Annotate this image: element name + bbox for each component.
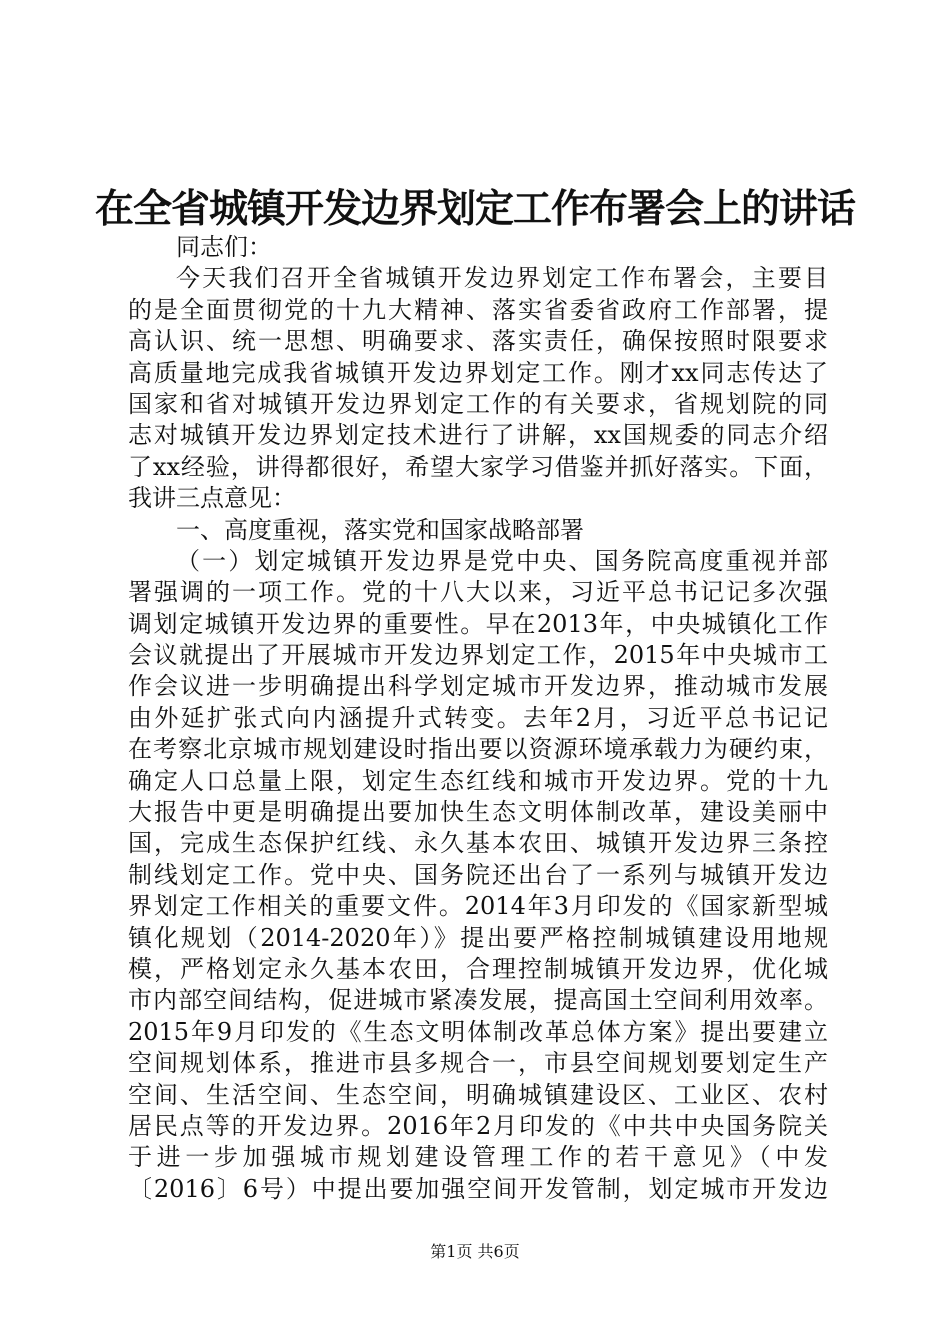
paragraph-line: 志对城镇开发边界划定技术进行了讲解，xx国规委的同志介绍 (128, 421, 828, 450)
paragraph-line: 制线划定工作。党中央、国务院还出台了一系列与城镇开发边 (128, 860, 828, 889)
paragraph-line: 调划定城镇开发边界的重要性。早在2013年，中央城镇化工作 (128, 609, 828, 638)
paragraph-line: 确定人口总量上限，划定生态红线和城市开发边界。党的十九 (128, 766, 828, 795)
page-footer: 第1页 共6页 (430, 1242, 520, 1261)
paragraph-line: 了xx经验，讲得都很好，希望大家学习借鉴并抓好落实。下面， (128, 452, 828, 481)
paragraph-line: 我讲三点意见： (128, 484, 296, 513)
paragraph-line: 空间规划体系，推进市县多规合一，市县空间规划要划定生产 (128, 1049, 828, 1078)
paragraph-line: 高认识、统一思想、明确要求、落实责任，确保按照时限要求 (128, 327, 828, 356)
document-title: 在全省城镇开发边界划定工作布署会上的讲话 (94, 187, 855, 232)
paragraph-line: 居民点等的开发边界。2016年2月印发的《中共中央国务院关 (128, 1111, 828, 1140)
paragraph-line: 的是全面贯彻党的十九大精神、落实省委省政府工作部署，提 (128, 295, 828, 324)
paragraph-line: 署强调的一项工作。党的十八大以来，习近平总书记记多次强 (128, 578, 828, 607)
paragraph-line: 作会议进一步明确提出科学划定城市开发边界，推动城市发展 (128, 672, 828, 701)
paragraph-line: 由外延扩张式向内涵提升式转变。去年2月，习近平总书记记 (128, 703, 828, 732)
paragraph-line: 镇化规划（2014-2020年）》提出要严格控制城镇建设用地规 (128, 923, 828, 952)
paragraph-line: 今天我们召开全省城镇开发边界划定工作布署会，主要目 (176, 264, 828, 293)
paragraph-line: 市内部空间结构，促进城市紧凑发展，提高国土空间利用效率。 (128, 986, 828, 1015)
paragraph-line: 高质量地完成我省城镇开发边界划定工作。刚才xx同志传达了 (128, 358, 828, 387)
paragraph-line: 2015年9月印发的《生态文明体制改革总体方案》提出要建立 (128, 1017, 828, 1046)
paragraph-line: 于进一步加强城市规划建设管理工作的若干意见》（中发 (128, 1143, 828, 1172)
paragraph-line: 模，严格划定永久基本农田，合理控制城镇开发边界，优化城 (128, 954, 828, 983)
paragraph-line: 会议就提出了开展城市开发边界划定工作，2015年中央城市工 (128, 641, 828, 670)
paragraph-line: 空间、生活空间、生态空间，明确城镇建设区、工业区、农村 (128, 1080, 828, 1109)
salutation: 同志们： (176, 233, 272, 261)
document-body (128, 232, 828, 1205)
paragraph-line: 大报告中更是明确提出要加快生态文明体制改革，建设美丽中 (128, 798, 828, 827)
paragraph-line: 〔2016〕6号）中提出要加强空间开发管制，划定城市开发边 (128, 1174, 828, 1203)
paragraph-line: 界划定工作相关的重要文件。2014年3月印发的《国家新型城 (128, 892, 828, 921)
paragraph-line: 在考察北京城市规划建设时指出要以资源环境承载力为硬约束， (128, 735, 828, 764)
section-heading: 一、高度重视，落实党和国家战略部署 (176, 515, 584, 544)
paragraph-line: 国，完成生态保护红线、永久基本农田、城镇开发边界三条控 (128, 829, 828, 858)
paragraph-line: 国家和省对城镇开发边界划定工作的有关要求，省规划院的同 (128, 389, 828, 418)
paragraph-line: （一）划定城镇开发边界是党中央、国务院高度重视并部 (176, 546, 828, 575)
